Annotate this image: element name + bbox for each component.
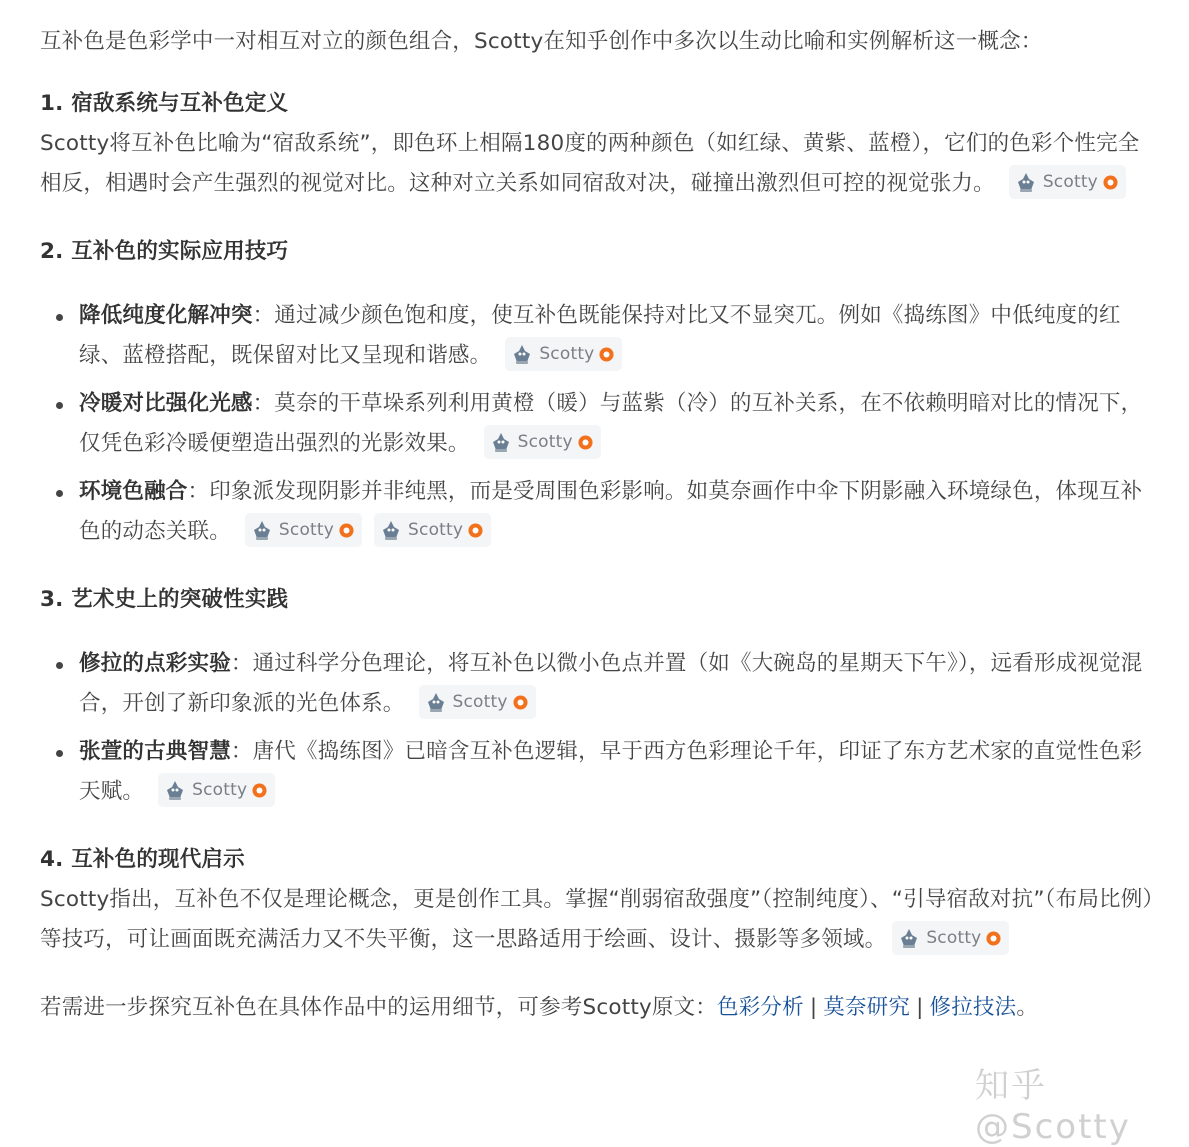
section-1 — [40, 84, 1155, 204]
citation-chip[interactable]: Scotty — [892, 921, 1009, 955]
scotty-avatar-icon — [1015, 171, 1037, 193]
scotty-avatar-icon — [164, 779, 186, 801]
verified-badge-icon — [599, 347, 614, 362]
bullet-icon — [56, 490, 63, 497]
reference-line: 若需进一步探究互补色在具体作品中的运用细节，可参考Scotty原文：色彩分析 | 莫奈研究 | 修拉技法。 — [40, 995, 1039, 1020]
bullet-list — [40, 644, 1155, 812]
scotty-avatar-icon — [425, 691, 447, 713]
list-item: 降低纯度化解冲突：通过减少颜色饱和度，使互补色既能保持对比又不显突兀。例如《捣练图》中低纯度的红绿、蓝橙搭配，既保留对比又呈现和谐感。 Scotty — [40, 296, 1155, 376]
link-separator: | — [809, 995, 818, 1020]
link-seurat-technique[interactable]: 修拉技法 — [929, 995, 1017, 1020]
citation-chip[interactable]: Scotty — [158, 773, 275, 807]
intro-paragraph: 互补色是色彩学中一对相互对立的颜色组合，Scotty在知乎创作中多次以生动比喻和实例解析这一概念： — [40, 29, 1043, 54]
watermark: 知乎 @Scotty — [975, 1066, 1131, 1147]
bullet-icon — [56, 662, 63, 669]
link-monet-study[interactable]: 莫奈研究 — [823, 995, 911, 1020]
answer-content — [40, 22, 1155, 1028]
link-color-analysis[interactable]: 色彩分析 — [717, 995, 804, 1020]
list-item: 冷暖对比强化光感：莫奈的干草垛系列利用黄橙（暖）与蓝紫（冷）的互补关系，在不依赖明暗对比的情况下，仅凭色彩冷暖便塑造出强烈的光影效果。 Scotty — [40, 384, 1155, 464]
verified-badge-icon — [252, 783, 267, 798]
section-title: 4. 互补色的现代启示 — [40, 847, 245, 872]
link-separator: | — [916, 995, 924, 1020]
section-3 — [40, 580, 1155, 812]
verified-badge-icon — [513, 695, 528, 710]
citation-chip[interactable]: Scotty — [419, 685, 536, 719]
scotty-avatar-icon — [490, 431, 512, 453]
citation-chip[interactable]: Scotty — [1009, 165, 1126, 199]
verified-badge-icon — [578, 435, 593, 450]
list-item: 张萱的古典智慧：唐代《捣练图》已暗含互补色逻辑，早于西方色彩理论千年，印证了东方艺术家的直觉性色彩天赋。 Scotty — [40, 732, 1155, 812]
citation-chip[interactable]: Scotty — [484, 425, 601, 459]
section-body: Scotty将互补色比喻为“宿敌系统”，即色环上相隔180度的两种颜色（如红绿、黄紫、蓝橙），它们的色彩个性完全相反，相遇时会产生强烈的视觉对比。这种对立关系如同宿敌对决，碰撞出激烈但可控的视觉张力。 Scotty — [40, 124, 1155, 204]
citation-chip[interactable]: Scotty — [505, 337, 622, 371]
bullet-icon — [56, 402, 63, 409]
list-item: 修拉的点彩实验：通过科学分色理论，将互补色以微小色点并置（如《大碗岛的星期天下午》），远看形成视觉混合，开创了新印象派的光色体系。 Scotty — [40, 644, 1155, 724]
section-2 — [40, 232, 1155, 552]
verified-badge-icon — [986, 931, 1001, 946]
bullet-icon — [56, 750, 63, 757]
citation-chip[interactable]: Scotty — [374, 513, 491, 547]
list-item: 环境色融合：印象派发现阴影并非纯黑，而是受周围色彩影响。如莫奈画作中伞下阴影融入环境绿色，体现互补色的动态关联。 Scotty Scotty — [40, 472, 1155, 552]
verified-badge-icon — [1103, 175, 1118, 190]
verified-badge-icon — [339, 523, 354, 538]
scotty-avatar-icon — [251, 519, 273, 541]
section-4 — [40, 840, 1155, 960]
section-title: 3. 艺术史上的突破性实践 — [40, 587, 289, 612]
scotty-avatar-icon — [898, 927, 920, 949]
bullet-icon — [56, 314, 63, 321]
bullet-list — [40, 296, 1155, 552]
section-title: 2. 互补色的实际应用技巧 — [40, 239, 289, 264]
section-body: Scotty指出，互补色不仅是理论概念，更是创作工具。掌握“削弱宿敌强度”（控制纯度）、“引导宿敌对抗”（布局比例）等技巧，可让画面既充满活力又不失平衡，这一思路适用于绘画、设计、摄影等多领域。 Scotty — [40, 880, 1155, 960]
verified-badge-icon — [468, 523, 483, 538]
scotty-avatar-icon — [511, 343, 533, 365]
section-title: 1. 宿敌系统与互补色定义 — [40, 91, 289, 116]
scotty-avatar-icon — [380, 519, 402, 541]
citation-chip[interactable]: Scotty — [245, 513, 362, 547]
